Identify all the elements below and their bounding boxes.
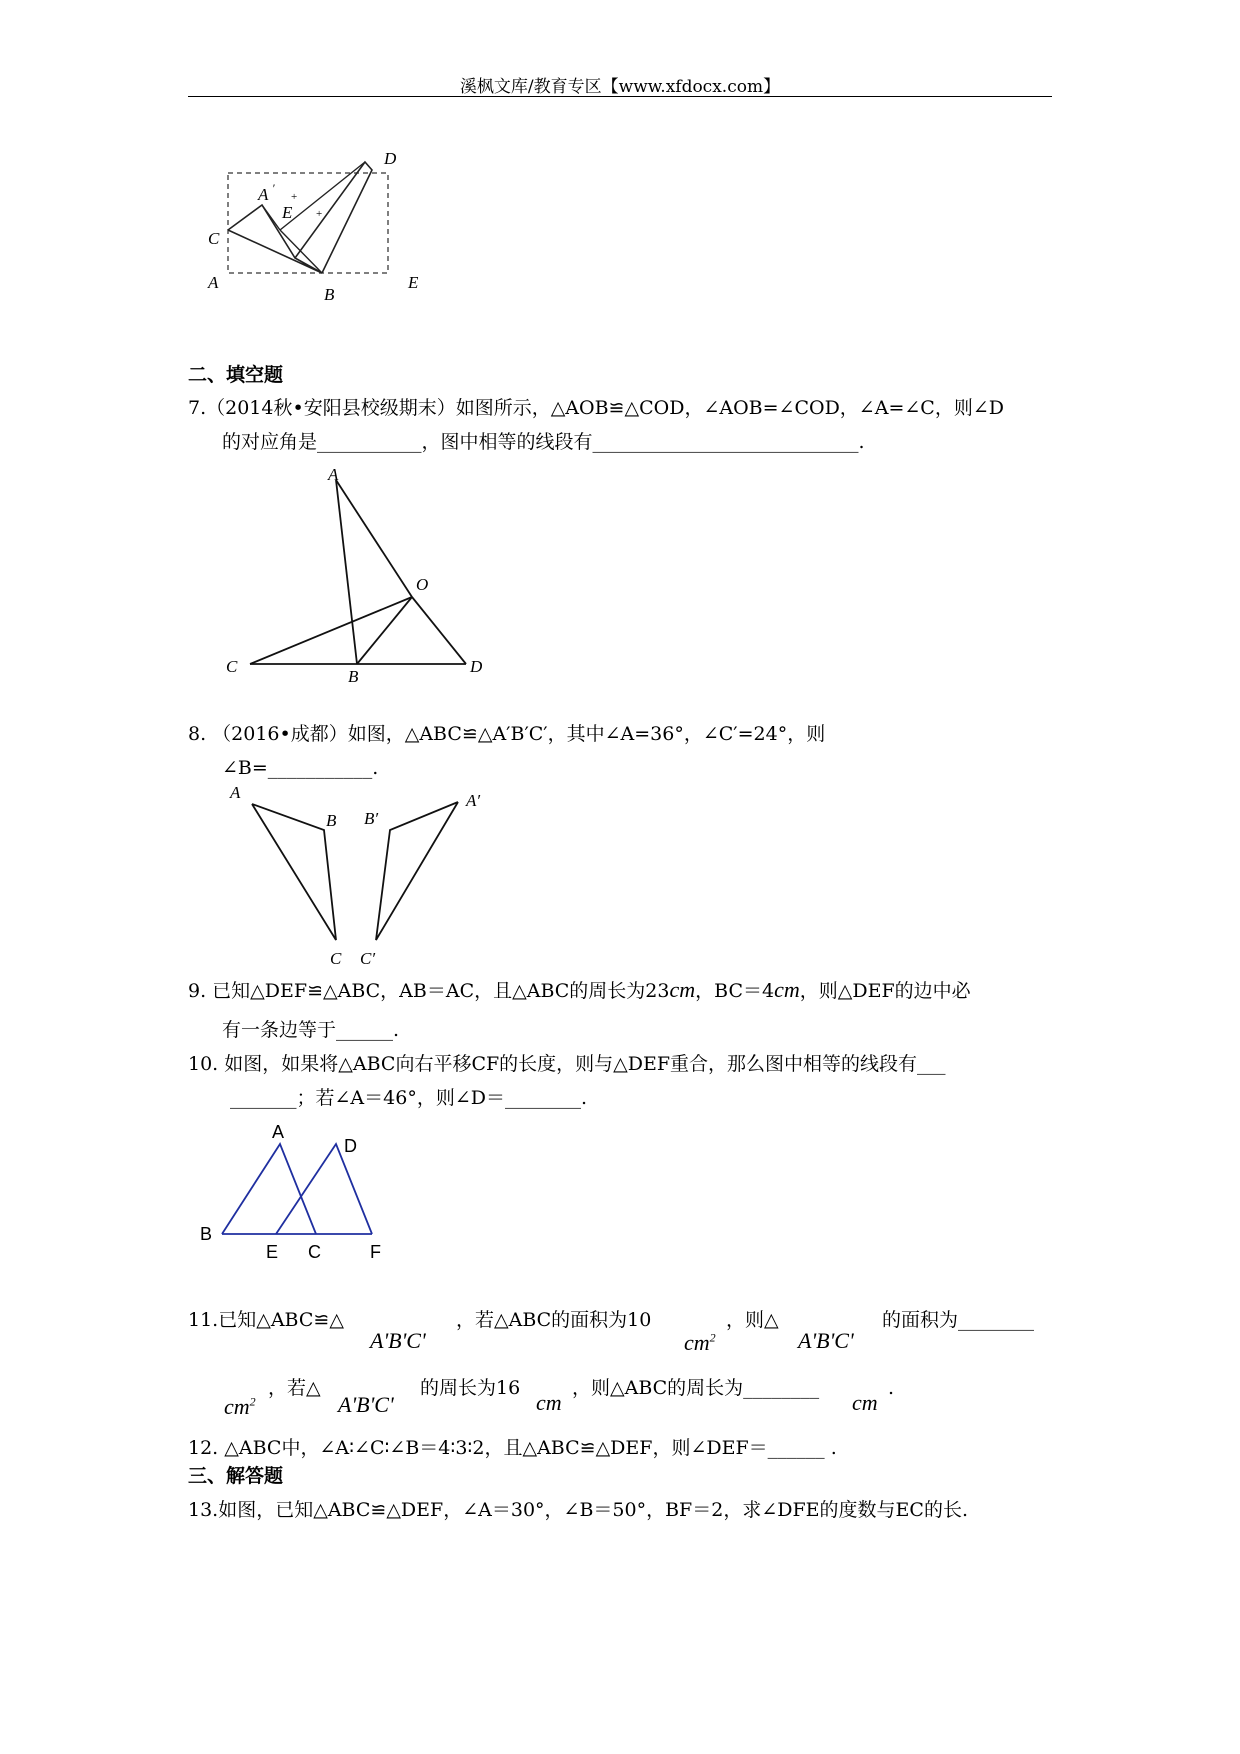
- label-e: E: [266, 1242, 279, 1262]
- question-9-text-a: 9. 已知△DEF≌△ABC，AB＝AC，且△ABC的周长为23: [188, 980, 670, 1002]
- question-10-line-1: 10. 如图，如果将△ABC向右平移CF的长度，则与△DEF重合，那么图中相等的线段有___: [188, 1053, 946, 1075]
- question-13: 13.如图，已知△ABC≌△DEF，∠A＝30°，∠B＝50°，BF＝2，求∠DFE的度数与EC的长.: [188, 1499, 968, 1521]
- label-a-prime: A′: [466, 791, 481, 810]
- label-b: B: [348, 667, 359, 686]
- question-11-part-6: 的周长为16: [420, 1377, 521, 1399]
- label-b: B: [324, 285, 335, 304]
- unit-cm-perimeter-2: cm: [852, 1390, 878, 1415]
- question-11-part-1: 11.已知△ABC≌△: [188, 1309, 344, 1331]
- header-rule: [188, 96, 1052, 97]
- question-11-part-2: ，若△ABC的面积为10: [456, 1309, 652, 1331]
- unit-cm-2: cm: [774, 977, 800, 1002]
- page-header: 溪枫文库/教育专区【www.xfdocx.com】: [459, 77, 781, 97]
- section-title-fill-blank: 二、填空题: [188, 364, 284, 386]
- question-8-line-1: 8. （2016•成都）如图，△ABC≌△A′B′C′，其中∠A=36°，∠C′=24°，则: [188, 723, 826, 745]
- label-c: C: [308, 1242, 321, 1262]
- question-9-text-c: ，则△DEF的边中必: [799, 980, 971, 1002]
- label-c-prime: C′: [360, 949, 376, 968]
- figure-q7: [220, 462, 490, 686]
- question-10-line-2: _______；若∠A＝46°，则∠D＝________.: [230, 1087, 588, 1109]
- question-9-line-2: 有一条边等于______.: [222, 1019, 400, 1041]
- question-9-line-1: [188, 978, 971, 1003]
- question-7-line-1: 7.（2014秋•安阳县校级期末）如图所示，△AOB≌△COD，∠AOB=∠COD，∠A=∠C，则∠D: [188, 397, 1004, 419]
- question-9-text-b: ，BC＝4: [695, 980, 775, 1002]
- unit-cm-1: cm: [669, 977, 696, 1002]
- label-f: F: [370, 1242, 381, 1262]
- label-b: B: [326, 811, 337, 830]
- label-a-prime: A: [258, 185, 269, 204]
- label-c: C: [226, 657, 238, 676]
- label-c: C: [330, 949, 342, 968]
- question-8-line-2: ∠B=___________.: [222, 757, 379, 779]
- label-c: C: [208, 229, 220, 248]
- label-o: O: [416, 575, 429, 594]
- exponent-2-a: 2: [709, 1330, 716, 1345]
- math-a-b-c-prime-2: A'B'C': [798, 1328, 854, 1353]
- label-b-prime: B′: [364, 809, 379, 828]
- unit-cm-area-2: cm: [224, 1394, 250, 1419]
- question-12: 12. △ABC中，∠A∶∠C∶∠B＝4∶3∶2，且△ABC≌△DEF，则∠DEF＝______ .: [188, 1437, 837, 1459]
- segment-e-b: [280, 230, 322, 273]
- label-d: D: [470, 657, 483, 676]
- label-e: E: [408, 273, 419, 292]
- plus-mark-2: +: [316, 208, 323, 220]
- label-e-prime: E: [282, 203, 293, 222]
- unit-cm2-1: [684, 1330, 716, 1356]
- exponent-2-b: 2: [249, 1394, 256, 1409]
- math-a-b-c-prime-3: A'B'C': [338, 1392, 394, 1417]
- figure-q10: [196, 1122, 406, 1262]
- label-a: A: [208, 273, 219, 292]
- question-11-part-5: ，若△: [268, 1377, 321, 1399]
- plus-mark-1: +: [291, 191, 298, 203]
- label-a: A: [328, 465, 339, 484]
- label-a: A: [230, 783, 241, 802]
- label-d: D: [384, 149, 397, 168]
- question-11-part-4: 的面积为________: [882, 1309, 1035, 1331]
- section-title-solve: 三、解答题: [188, 1465, 284, 1487]
- label-a: A: [272, 1122, 285, 1142]
- figure-q6: [200, 149, 500, 350]
- unit-cm-area-1: cm: [684, 1330, 710, 1355]
- label-prime-mark: ′: [272, 181, 275, 195]
- question-11-part-3: ，则△: [726, 1309, 779, 1331]
- figure-q8: [220, 780, 500, 970]
- question-11-part-7: ，则△ABC的周长为________: [572, 1377, 820, 1399]
- label-d: D: [344, 1136, 357, 1156]
- question-7-line-2: 的对应角是___________，图中相等的线段有____________________________.: [222, 431, 865, 453]
- unit-cm2-2: [224, 1394, 256, 1420]
- math-a-b-c-prime-1: A'B'C': [370, 1328, 426, 1353]
- unit-cm-perimeter-1: cm: [536, 1390, 562, 1415]
- segment-a-e: [262, 205, 280, 230]
- label-b: B: [200, 1224, 213, 1244]
- question-11-part-8: .: [888, 1377, 895, 1399]
